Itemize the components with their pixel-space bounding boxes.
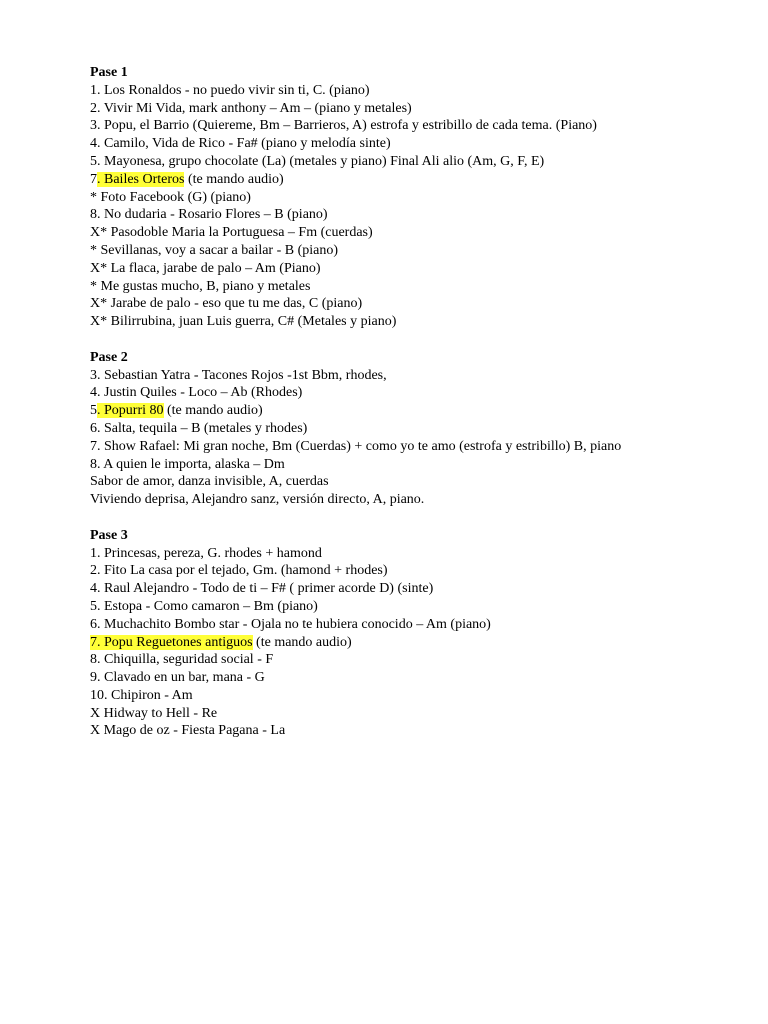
setlist-line [90,171,750,189]
pase-section [90,64,750,331]
setlist-line [90,420,750,438]
setlist-line [90,687,750,705]
setlist-line [90,260,750,278]
line-text: (te mando audio) [163,403,263,419]
line-text: 6. Muchachito Bombo star - Ojala no te hubiera conocido – Am (piano) [90,616,491,632]
setlist-line [90,438,750,456]
setlist-line [90,598,750,616]
setlist-line [90,278,750,296]
line-text: 4. Raul Alejandro - Todo de ti – F# ( primer acorde D) (sinte) [90,581,434,597]
pase-section [90,349,750,509]
line-text: X* Pasodoble Maria la Portuguesa – Fm (cuerdas) [90,225,373,241]
highlighted-text: . Popurri 80 [97,403,164,419]
line-text: 1. Los Ronaldos - no puedo vivir sin ti, C. (piano) [90,82,370,98]
line-text: 8. Chiquilla, seguridad social - F [90,652,274,668]
setlist-line [90,224,750,242]
pase-section [90,527,750,741]
line-text: 1. Princesas, pereza, G. rhodes + hamond [90,545,322,561]
line-text: 7. Show Rafael: Mi gran noche, Bm (Cuerdas) + como yo te amo (estrofa y estribillo) B, piano [90,438,622,454]
line-text: 5. Mayonesa, grupo chocolate (La) (metales y piano) Final Ali alio (Am, G, F, E) [90,153,545,169]
setlist-line [90,634,750,652]
line-text: 3. Popu, el Barrio (Quiereme, Bm – Barrieros, A) estrofa y estribillo de cada tema. (Piano) [90,118,597,134]
line-text: 3. Sebastian Yatra - Tacones Rojos -1st Bbm, rhodes, [90,367,387,383]
line-text: 5. Estopa - Como camaron – Bm (piano) [90,598,318,614]
line-text: 5 [90,403,97,419]
setlist-line [90,491,750,509]
line-text: 4. Camilo, Vida de Rico - Fa# (piano y melodía sinte) [90,136,391,152]
setlist-line [90,651,750,669]
setlist-line [90,456,750,474]
setlist-line [90,580,750,598]
line-text: X* Bilirrubina, juan Luis guerra, C# (Metales y piano) [90,314,397,330]
setlist-line [90,402,750,420]
setlist-line [90,135,750,153]
line-text: X Hidway to Hell - Re [90,705,218,721]
line-text: Sabor de amor, danza invisible, A, cuerdas [90,474,329,490]
line-text: * Sevillanas, voy a sacar a bailar - B (piano) [90,242,339,258]
line-text: 8. No dudaria - Rosario Flores – B (piano) [90,207,328,223]
line-text: * Foto Facebook (G) (piano) [90,189,251,205]
line-text: * Me gustas mucho, B, piano y metales [90,278,311,294]
setlist-line [90,82,750,100]
document-body [90,64,750,740]
section-heading: Pase 2 [90,349,128,365]
setlist-line [90,545,750,563]
highlighted-text: . Bailes Orteros [97,171,185,187]
setlist-line [90,384,750,402]
line-text: 6. Salta, tequila – B (metales y rhodes) [90,420,308,436]
setlist-line [90,616,750,634]
setlist-line [90,473,750,491]
line-text: 2. Fito La casa por el tejado, Gm. (hamond + rhodes) [90,563,388,579]
line-text: X Mago de oz - Fiesta Pagana - La [90,723,286,739]
line-text: 4. Justin Quiles - Loco – Ab (Rhodes) [90,385,303,401]
setlist-line [90,206,750,224]
setlist-line [90,242,750,260]
setlist-line [90,100,750,118]
line-text: X* Jarabe de palo - eso que tu me das, C (piano) [90,296,363,312]
setlist-line [90,117,750,135]
setlist-line [90,295,750,313]
line-text: 9. Clavado en un bar, mana - G [90,670,265,686]
line-text: 8. A quien le importa, alaska – Dm [90,456,285,472]
setlist-line [90,153,750,171]
line-text: (te mando audio) [184,171,284,187]
line-text: 2. Vivir Mi Vida, mark anthony – Am – (piano y metales) [90,100,412,116]
highlighted-text: 7. Popu Reguetones antiguos [90,634,253,650]
setlist-line [90,722,750,740]
line-text: 7 [90,171,97,187]
setlist-line [90,705,750,723]
setlist-line [90,189,750,207]
line-text: 10. Chipiron - Am [90,687,193,703]
setlist-line [90,367,750,385]
section-heading: Pase 1 [90,65,128,80]
setlist-line [90,313,750,331]
setlist-line [90,562,750,580]
section-heading: Pase 3 [90,527,128,543]
line-text: X* La flaca, jarabe de palo – Am (Piano) [90,260,321,276]
line-text: Viviendo deprisa, Alejandro sanz, versión directo, A, piano. [90,492,425,508]
line-text: (te mando audio) [252,634,352,650]
setlist-line [90,669,750,687]
